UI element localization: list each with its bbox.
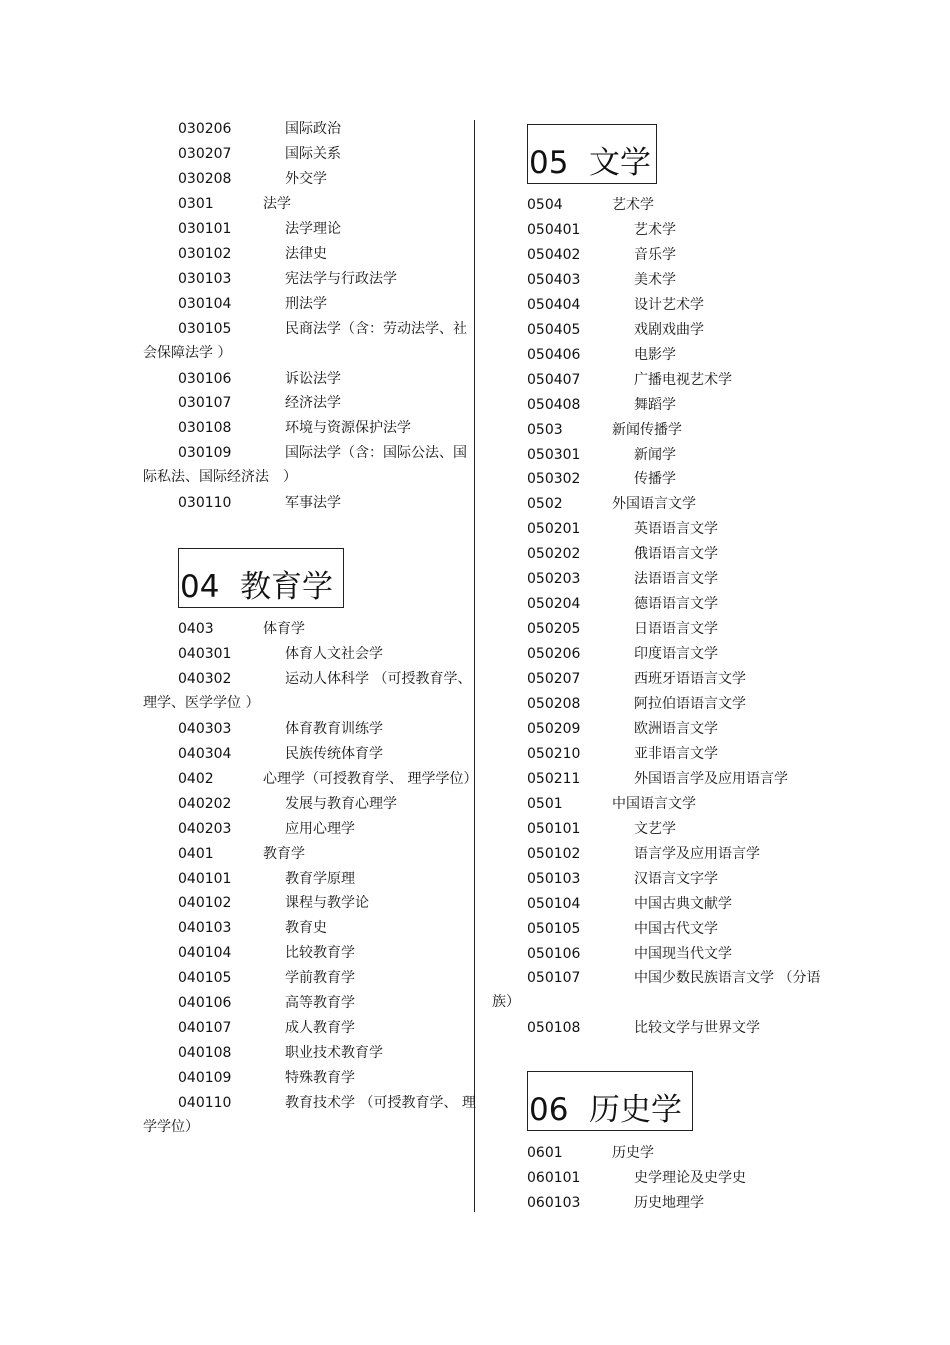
discipline-code: 050108 — [527, 1020, 581, 1037]
discipline-name: 中国语言文学 — [612, 795, 696, 812]
discipline-code: 040302 — [178, 670, 232, 687]
discipline-code: 050201 — [527, 521, 581, 538]
discipline-name: 外国语言学及应用语言学 — [634, 770, 788, 787]
list-item — [527, 717, 718, 741]
discipline-code: 050405 — [527, 321, 581, 338]
discipline-name: 教育技术学 （可授教育学、 理 — [285, 1095, 476, 1112]
discipline-name: 印度语言文学 — [634, 646, 718, 663]
list-item — [178, 142, 341, 166]
list-item — [178, 742, 383, 766]
discipline-name: 体育人文社会学 — [285, 645, 383, 662]
list-item — [178, 817, 355, 841]
entry-line — [527, 667, 746, 691]
list-item — [178, 1066, 355, 1090]
entry-line — [527, 892, 732, 916]
list-item — [178, 842, 305, 866]
entry-line — [527, 542, 718, 566]
entry-line — [178, 891, 369, 915]
discipline-name: 艺术学 — [612, 197, 654, 213]
discipline-name: 法律史 — [285, 245, 327, 262]
list-item — [527, 942, 732, 966]
discipline-name: 戏剧戏曲学 — [634, 321, 704, 338]
discipline-name: 学前教育学 — [285, 970, 355, 987]
entry-line — [178, 192, 291, 216]
discipline-code: 050408 — [527, 396, 581, 413]
discipline-name: 教育学原理 — [285, 870, 355, 887]
entry-line — [527, 567, 718, 591]
heading-code: 06 — [529, 1092, 569, 1128]
entry-line — [178, 367, 341, 391]
list-item — [527, 692, 746, 716]
entry-line — [178, 767, 477, 791]
entry-line — [527, 193, 654, 217]
list-item — [178, 867, 355, 891]
discipline-code: 060101 — [527, 1169, 581, 1186]
entry-line — [527, 393, 676, 417]
list-item — [178, 217, 341, 241]
list-item — [527, 318, 704, 342]
list-item — [527, 418, 682, 442]
entry-line — [527, 966, 820, 990]
discipline-code: 050407 — [527, 371, 581, 388]
discipline-name: 中国现当代文学 — [634, 945, 732, 962]
list-item — [178, 916, 327, 940]
list-item — [527, 368, 732, 392]
list-item — [178, 717, 383, 741]
list-item — [178, 966, 355, 990]
list-item — [527, 293, 704, 317]
entry-line — [527, 517, 718, 541]
list-item — [527, 443, 676, 467]
list-item — [527, 1141, 654, 1165]
discipline-code: 030108 — [178, 420, 232, 437]
list-item — [527, 542, 718, 566]
discipline-name: 美术学 — [634, 271, 676, 288]
discipline-name: 课程与教学论 — [285, 895, 369, 912]
entry-line — [527, 867, 718, 891]
discipline-code: 060103 — [527, 1194, 581, 1211]
discipline-code: 040103 — [178, 920, 232, 937]
entry-line — [178, 842, 305, 866]
entry-line — [178, 867, 355, 891]
entry-line — [178, 491, 341, 515]
list-item — [143, 1091, 476, 1139]
discipline-code: 050302 — [527, 471, 581, 488]
list-item — [178, 1016, 355, 1040]
entry-line — [527, 243, 676, 267]
discipline-code: 040202 — [178, 795, 232, 812]
heading-code: 04 — [180, 569, 220, 605]
discipline-name: 发展与教育心理学 — [285, 795, 397, 812]
discipline-code: 050402 — [527, 246, 581, 263]
entry-line — [178, 1016, 355, 1040]
discipline-code: 030101 — [178, 220, 232, 237]
discipline-name: 外交学 — [285, 170, 327, 187]
list-item — [527, 193, 654, 217]
discipline-name: 英语语言文学 — [634, 521, 718, 538]
discipline-name-continuation: 族） — [492, 994, 520, 1011]
discipline-name: 教育学 — [263, 845, 305, 862]
discipline-code: 030207 — [178, 145, 232, 162]
section-heading-05 — [527, 124, 657, 184]
discipline-name: 新闻传播学 — [612, 421, 682, 438]
entry-line — [178, 941, 355, 965]
entry-line — [527, 817, 676, 841]
discipline-name: 教育史 — [285, 920, 327, 937]
discipline-code: 050210 — [527, 745, 581, 762]
discipline-name: 欧洲语言文学 — [634, 720, 718, 737]
discipline-name: 法语语言文学 — [634, 571, 718, 588]
discipline-code: 030104 — [178, 295, 232, 312]
discipline-code: 040104 — [178, 945, 232, 962]
discipline-code: 050204 — [527, 596, 581, 613]
discipline-code: 050203 — [527, 571, 581, 588]
entry-line — [527, 942, 732, 966]
entry-line — [178, 717, 383, 741]
discipline-code: 040102 — [178, 895, 232, 912]
discipline-name: 特殊教育学 — [285, 1070, 355, 1087]
list-item — [527, 642, 718, 666]
discipline-code: 050102 — [527, 845, 581, 862]
list-item — [143, 441, 467, 489]
discipline-name: 中国少数民族语言文学 （分语 — [634, 970, 821, 987]
discipline-name: 宪法学与行政法学 — [285, 270, 397, 287]
discipline-name: 史学理论及史学史 — [634, 1169, 746, 1186]
discipline-code: 050301 — [527, 446, 581, 463]
list-item — [527, 1166, 746, 1190]
entry-line — [527, 792, 696, 816]
discipline-code: 050403 — [527, 271, 581, 288]
discipline-name: 环境与资源保护法学 — [285, 420, 411, 437]
entry-line — [527, 842, 760, 866]
list-item — [527, 1016, 760, 1040]
list-item — [178, 416, 411, 440]
list-item — [527, 792, 696, 816]
discipline-code: 0401 — [178, 845, 214, 862]
entry-line — [178, 617, 305, 641]
entry-line — [527, 1141, 654, 1165]
discipline-code: 050202 — [527, 546, 581, 563]
discipline-name: 中国古代文学 — [634, 920, 718, 937]
discipline-name: 高等教育学 — [285, 995, 355, 1012]
entry-line — [527, 218, 676, 242]
discipline-code: 030106 — [178, 370, 232, 387]
entry-line — [178, 1091, 476, 1115]
discipline-name: 德语语言文学 — [634, 596, 718, 613]
discipline-name: 西班牙语语言文学 — [634, 671, 746, 688]
discipline-name: 经济法学 — [285, 395, 341, 412]
entry-line — [527, 467, 676, 491]
list-item — [527, 343, 676, 367]
list-item — [178, 941, 355, 965]
list-item — [527, 667, 746, 691]
discipline-name: 亚非语言文学 — [634, 745, 718, 762]
discipline-code: 050206 — [527, 646, 581, 663]
list-item — [178, 891, 369, 915]
discipline-code: 050211 — [527, 770, 581, 787]
entry-line — [178, 441, 467, 465]
entry-line — [527, 1191, 704, 1215]
list-item — [178, 192, 291, 216]
list-item — [143, 317, 467, 365]
discipline-code: 050209 — [527, 720, 581, 737]
discipline-code: 030103 — [178, 270, 232, 287]
list-item — [178, 367, 341, 391]
entry-line — [527, 418, 682, 442]
discipline-code: 0501 — [527, 795, 563, 812]
discipline-name: 艺术学 — [634, 221, 676, 238]
list-item — [527, 492, 696, 516]
discipline-name: 汉语言文字学 — [634, 870, 718, 887]
discipline-name: 国际政治 — [285, 121, 341, 137]
entry-line — [527, 368, 732, 392]
discipline-code: 040101 — [178, 870, 232, 887]
entry-line — [527, 343, 676, 367]
list-item — [178, 617, 305, 641]
discipline-code: 040106 — [178, 995, 232, 1012]
discipline-name: 比较文学与世界文学 — [634, 1020, 760, 1037]
discipline-name: 国际关系 — [285, 145, 341, 162]
discipline-code: 040105 — [178, 970, 232, 987]
entry-line — [178, 991, 355, 1015]
list-item — [527, 867, 718, 891]
entry-line — [178, 167, 327, 191]
list-item — [178, 767, 477, 791]
discipline-code: 0504 — [527, 197, 563, 213]
entry-line — [178, 267, 397, 291]
discipline-code: 050105 — [527, 920, 581, 937]
discipline-code: 040203 — [178, 820, 232, 837]
list-item — [178, 391, 341, 415]
discipline-code: 050208 — [527, 696, 581, 712]
discipline-name: 成人教育学 — [285, 1020, 355, 1037]
list-item — [178, 1041, 383, 1065]
entry-line — [178, 416, 411, 440]
discipline-code: 040107 — [178, 1020, 232, 1037]
entry-line — [527, 642, 718, 666]
entry-line — [178, 142, 341, 166]
discipline-code: 030206 — [178, 121, 232, 137]
discipline-name: 职业技术教育学 — [285, 1045, 383, 1062]
discipline-name: 体育学 — [263, 621, 305, 637]
list-item — [527, 517, 718, 541]
list-item — [178, 117, 341, 141]
heading-code: 05 — [529, 145, 569, 181]
entry-line — [178, 1066, 355, 1090]
discipline-code: 0301 — [178, 195, 214, 212]
discipline-code: 030208 — [178, 170, 232, 187]
discipline-code: 050205 — [527, 621, 581, 638]
list-item — [527, 1191, 704, 1215]
list-item — [178, 991, 355, 1015]
list-item — [527, 393, 676, 417]
discipline-name-continuation: 会保障法学 ） — [143, 344, 232, 361]
discipline-code: 040109 — [178, 1070, 232, 1087]
entry-line — [178, 1041, 383, 1065]
entry-line — [527, 293, 704, 317]
heading-title: 文学 — [589, 145, 651, 181]
entry-line — [178, 117, 341, 141]
entry-line — [178, 667, 471, 691]
entry-line — [527, 492, 696, 516]
list-item — [527, 842, 760, 866]
discipline-code: 050104 — [527, 895, 581, 912]
discipline-code: 0601 — [527, 1145, 563, 1161]
entry-line — [178, 916, 327, 940]
discipline-name: 电影学 — [634, 346, 676, 363]
discipline-name: 外国语言文学 — [612, 496, 696, 513]
entry-line — [527, 443, 676, 467]
entry-line — [527, 767, 788, 791]
discipline-name: 文艺学 — [634, 820, 676, 837]
discipline-name: 法学理论 — [285, 220, 341, 237]
discipline-name-continuation: 理学、医学学位 ） — [143, 694, 260, 711]
discipline-name: 民族传统体育学 — [285, 745, 383, 762]
discipline-name: 运动人体科学 （可授教育学、 — [285, 670, 472, 687]
discipline-name: 历史学 — [612, 1145, 654, 1161]
entry-line — [178, 217, 341, 241]
discipline-name: 法学 — [263, 195, 291, 212]
discipline-code: 0402 — [178, 770, 214, 787]
discipline-name: 比较教育学 — [285, 945, 355, 962]
entry-line — [527, 717, 718, 741]
entry-line — [527, 1016, 760, 1040]
discipline-name-continuation: 学学位） — [143, 1119, 199, 1136]
entry-line — [527, 917, 718, 941]
discipline-name: 设计艺术学 — [634, 296, 704, 313]
entry-line — [527, 1166, 746, 1190]
discipline-code: 050401 — [527, 221, 581, 238]
discipline-code: 040304 — [178, 745, 232, 762]
discipline-name: 俄语语言文学 — [634, 546, 718, 563]
list-item — [178, 242, 327, 266]
list-item — [178, 491, 341, 515]
discipline-code: 030107 — [178, 395, 232, 412]
discipline-name: 传播学 — [634, 471, 676, 488]
entry-line — [178, 242, 327, 266]
discipline-code: 050101 — [527, 820, 581, 837]
heading-title: 教育学 — [240, 569, 333, 605]
entry-line — [178, 317, 467, 341]
discipline-code: 050404 — [527, 296, 581, 313]
discipline-name: 阿拉伯语语言文学 — [634, 696, 746, 712]
list-item — [527, 567, 718, 591]
entry-line — [178, 817, 355, 841]
discipline-name: 心理学（可授教育学、 理学学位） — [263, 770, 478, 787]
discipline-name: 民商法学（含：劳动法学、社 — [285, 320, 467, 337]
list-item — [527, 268, 676, 292]
entry-line — [178, 792, 397, 816]
list-item — [527, 817, 676, 841]
list-item — [178, 642, 383, 666]
discipline-code: 040303 — [178, 720, 232, 737]
discipline-code: 050106 — [527, 945, 581, 962]
list-item — [527, 767, 788, 791]
discipline-code: 040108 — [178, 1045, 232, 1062]
discipline-code: 030110 — [178, 495, 232, 512]
discipline-code: 050406 — [527, 346, 581, 363]
list-item — [527, 243, 676, 267]
discipline-name: 军事法学 — [285, 495, 341, 512]
discipline-name: 中国古典文献学 — [634, 895, 732, 912]
list-item — [143, 667, 472, 715]
discipline-code: 0502 — [527, 496, 563, 513]
discipline-name: 应用心理学 — [285, 820, 355, 837]
discipline-code: 040110 — [178, 1095, 232, 1112]
entry-line — [527, 617, 718, 641]
entry-line — [178, 966, 355, 990]
discipline-code: 050207 — [527, 671, 581, 688]
section-heading-06 — [527, 1071, 693, 1131]
entry-line — [178, 642, 383, 666]
discipline-code: 030109 — [178, 445, 232, 462]
entry-line — [527, 268, 676, 292]
discipline-code: 050107 — [527, 970, 581, 987]
entry-line — [178, 742, 383, 766]
list-item — [178, 267, 397, 291]
list-item — [178, 792, 397, 816]
discipline-code: 030102 — [178, 245, 232, 262]
discipline-code: 0403 — [178, 621, 214, 637]
discipline-name: 语言学及应用语言学 — [634, 845, 760, 862]
discipline-name: 国际法学（含：国际公法、国 — [285, 445, 467, 462]
discipline-name: 音乐学 — [634, 246, 676, 263]
discipline-name-continuation: 际私法、国际经济法 ） — [143, 469, 297, 486]
section-heading-04 — [178, 548, 344, 608]
discipline-name: 历史地理学 — [634, 1194, 704, 1211]
heading-title: 历史学 — [589, 1092, 682, 1128]
list-item — [527, 467, 676, 491]
list-item — [492, 966, 821, 1014]
list-item — [527, 592, 718, 616]
discipline-name: 新闻学 — [634, 446, 676, 463]
entry-line — [527, 592, 718, 616]
column-divider — [474, 120, 475, 1212]
entry-line — [178, 292, 327, 316]
entry-line — [527, 318, 704, 342]
discipline-name: 广播电视艺术学 — [634, 371, 732, 388]
discipline-code: 0503 — [527, 421, 563, 438]
list-item — [527, 892, 732, 916]
discipline-name: 日语语言文学 — [634, 621, 718, 638]
discipline-name: 诉讼法学 — [285, 370, 341, 387]
discipline-name: 刑法学 — [285, 295, 327, 312]
discipline-name: 舞蹈学 — [634, 396, 676, 413]
list-item — [527, 617, 718, 641]
discipline-code: 040301 — [178, 645, 232, 662]
list-item — [527, 218, 676, 242]
list-item — [527, 917, 718, 941]
discipline-name: 体育教育训练学 — [285, 720, 383, 737]
list-item — [527, 742, 718, 766]
list-item — [178, 167, 327, 191]
list-item — [178, 292, 327, 316]
discipline-code: 050103 — [527, 870, 581, 887]
entry-line — [527, 692, 746, 716]
entry-line — [178, 391, 341, 415]
entry-line — [527, 742, 718, 766]
discipline-code: 030105 — [178, 320, 232, 337]
